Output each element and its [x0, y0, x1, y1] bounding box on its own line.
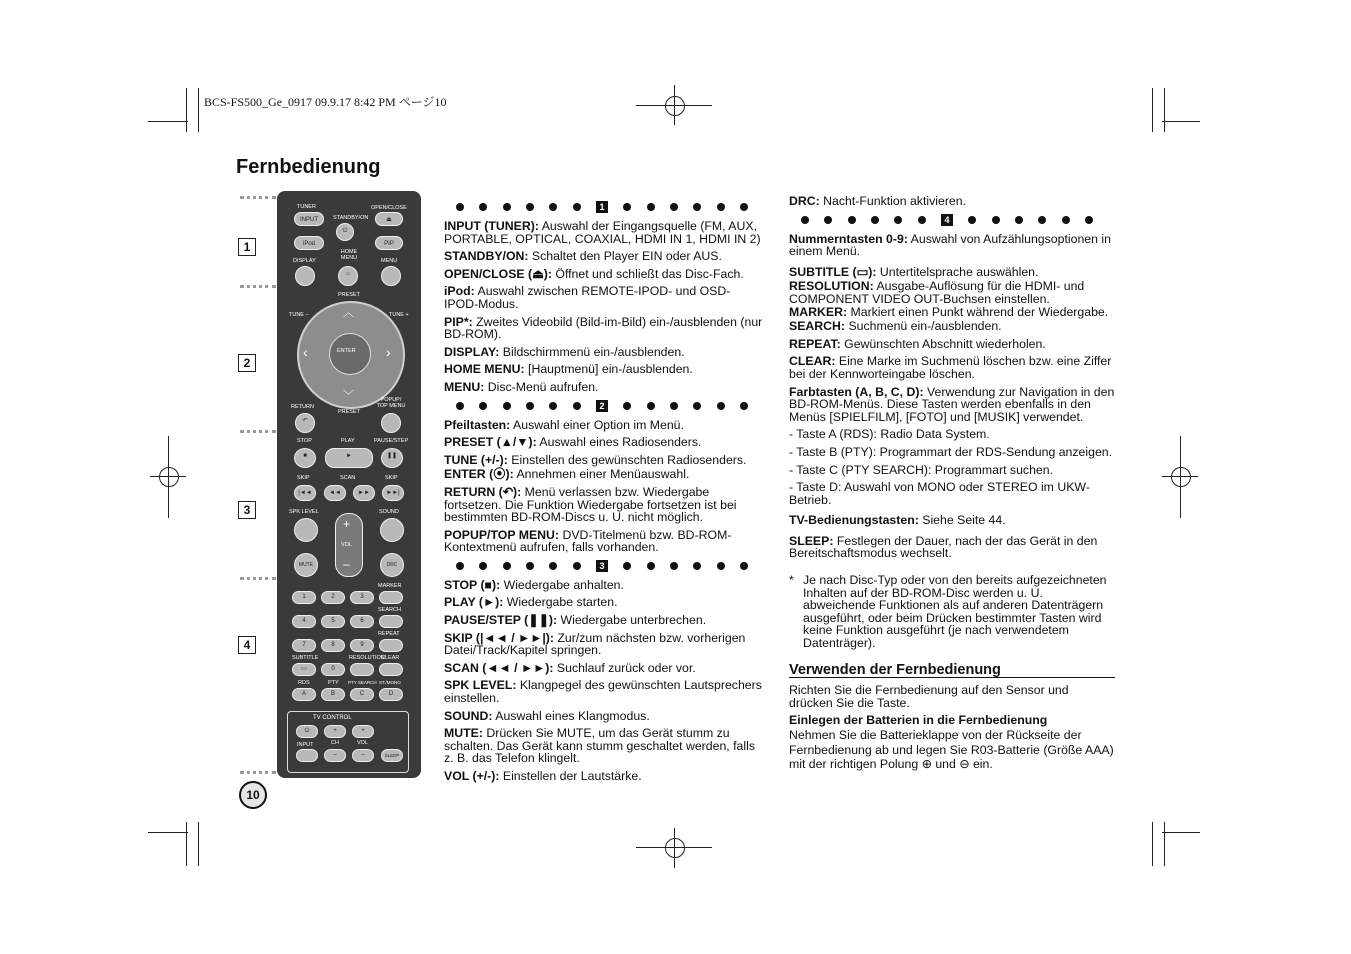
section-divider-4: [801, 213, 1093, 227]
label-clear: CLEAR: [381, 655, 400, 661]
color-key-b: B: [321, 688, 345, 701]
section-heading-usage: Verwenden der Fernbedienung: [789, 664, 1115, 679]
item-tv-keys: TV-Bedienungstasten: Siehe Seite 44.: [789, 513, 1006, 528]
item-play: PLAY (►): Wiedergabe starten.: [444, 595, 618, 610]
taste-a: - Taste A (RDS): Radio Data System.: [789, 427, 990, 442]
item-popup: POPUP/TOP MENU: DVD-Titelmenü bzw. BD-ROM-Kontextmenü aufrufen, falls vorhanden.: [444, 527, 732, 555]
search-button: [379, 615, 403, 628]
label-play: PLAY: [341, 438, 355, 444]
label-spk-level: SPK LEVEL: [289, 509, 319, 515]
taste-d: - Taste D: Auswahl von MONO oder STEREO im UKW-Betrieb.: [789, 480, 1090, 507]
section-divider-2: [456, 399, 748, 413]
label-resolution: RESOLUTION: [349, 655, 385, 661]
ch-minus-button: –: [324, 749, 346, 762]
item-numbers: Nummerntasten 0-9: Auswahl von Aufzählungsoptionen in einem Menü.: [789, 231, 1111, 259]
label-menu: MENU: [381, 258, 398, 264]
item-tune: TUNE (+/-): Einstellen des gewünschten Radiosenders.: [444, 452, 747, 467]
tv-vol-plus-button: +: [352, 725, 374, 738]
label-tv-input: INPUT: [297, 742, 314, 748]
standby-button: ⏻: [336, 223, 354, 241]
digit-1-button: 1: [292, 591, 316, 604]
scan-forward-button: ►►: [353, 485, 375, 501]
ipod-button: iPod: [294, 236, 324, 250]
home-menu-button: ⌂: [338, 266, 358, 286]
digit-4-button: 4: [292, 615, 316, 628]
ch-plus-button: +: [324, 725, 346, 738]
item-drc: DRC: Nacht-Funktion aktivieren.: [789, 194, 967, 208]
taste-c: - Taste C (PTY SEARCH): Programmart suchen.: [789, 462, 1054, 477]
item-enter: ENTER (⦿): Annehmen einer Menüauswahl.: [444, 467, 690, 482]
item-mute: MUTE: Drücken Sie MUTE, um das Gerät stumm zu schalten. Das Gerät kann stumm geschaltet werden, falls z. B. das Telefon klingelt.: [444, 726, 755, 766]
description-column-2: [789, 195, 1115, 777]
digit-8-button: 8: [321, 639, 345, 652]
footnote: * Je nach Disc-Typ oder von den bereits aufgezeichneten Inhalten auf der BD-ROM-Disc werden u. U. abweichende Funktionen als auf anderen Datenträgern ausgeführt, oder beim Drücken bestimmter Tasten wird keine Funktion ausgeführt (je nach verwendetem Datenträger).: [789, 573, 1107, 651]
label-open-close: OPEN/CLOSE: [371, 205, 407, 211]
tv-input-button: [296, 749, 318, 762]
section-marker-3: 3: [238, 501, 256, 519]
subtitle-button: ▭: [292, 663, 316, 676]
item-open-close: OPEN/CLOSE (⏏): Öffnet und schließt das Disc-Fach.: [444, 266, 744, 281]
battery-heading: Einlegen der Batterien in die Fernbedienung: [789, 713, 1048, 728]
item-preset: PRESET (▲/▼): Auswahl eines Radiosenders.: [444, 435, 702, 450]
label-pause: PAUSE/STEP: [374, 438, 409, 444]
item-arrows: Pfeiltasten: Auswahl einer Option im Menü.: [444, 417, 684, 432]
open-close-button: ⏏: [375, 212, 403, 226]
drc-button: DRC: [380, 553, 404, 577]
label-marker: MARKER: [378, 583, 402, 589]
play-button: ►: [325, 448, 373, 468]
sound-button: [380, 518, 404, 542]
label-enter: ENTER: [337, 348, 356, 354]
pip-button: PIP: [375, 236, 403, 250]
item-vol: VOL (+/-): Einstellen der Lautstärke.: [444, 769, 642, 783]
label-stop: STOP: [297, 438, 312, 444]
label-return: RETURN: [291, 404, 314, 410]
item-skip: SKIP (|◄◄ / ►►|): Zur/zum nächsten bzw. vorherigen Datei/Track/Kapitel springen.: [444, 630, 746, 658]
item-pip: PIP*: Zweites Videobild (Bild-im-Bild) ein-/ausblenden (nur BD-ROM).: [444, 314, 763, 342]
menu-button: [381, 266, 401, 286]
label-standby: STANDBY/ON: [333, 215, 369, 221]
label-preset-top: PRESET: [338, 292, 361, 298]
item-clear: CLEAR: Eine Marke im Suchmenü löschen bzw. eine Ziffer bei der Kennworteingabe löschen.: [789, 354, 1112, 381]
popup-button: [381, 413, 401, 433]
label-search: SEARCH: [378, 607, 401, 613]
label-tv-vol: VOL: [357, 740, 369, 746]
label-st-mono: ST./MONO: [379, 680, 401, 685]
digit-6-button: 6: [350, 615, 374, 628]
up-arrow-icon: ︿: [343, 307, 354, 319]
digit-9-button: 9: [350, 639, 374, 652]
usage-text: Richten Sie die Fernbedienung auf den Sensor und drücken Sie die Taste.: [789, 683, 1069, 710]
label-tune-minus: TUNE –: [289, 312, 309, 318]
print-header: BCS-FS500_Ge_0917 09.9.17 8:42 PM ページ10: [204, 95, 447, 109]
label-pty: PTY: [328, 680, 339, 686]
label-preset-bottom: PRESET: [338, 409, 361, 415]
label-repeat: REPEAT: [378, 631, 400, 637]
label-display: DISPLAY: [293, 258, 316, 264]
label-vol: VOL: [341, 542, 353, 548]
item-color-keys: Farbtasten (A, B, C, D): Verwendung zur Navigation in den BD-ROM-Menüs. Diese Tasten werden ebenfalls in den Menüs [SPIELFILM], [FOTO] und [MUSIK] verwendet.: [789, 384, 1115, 424]
label-skip-left: SKIP: [297, 475, 310, 481]
label-pty-search: PTY SEARCH: [348, 680, 377, 685]
enter-button: [329, 333, 371, 375]
skip-back-button: |◄◄: [294, 485, 316, 501]
down-arrow-icon: ﹀: [343, 390, 354, 402]
pause-button: ❚❚: [381, 448, 403, 468]
digit-7-button: 7: [292, 639, 316, 652]
label-popup: POPUP/ TOP MENU: [376, 397, 406, 409]
description-column-1: [444, 196, 764, 788]
item-search: SEARCH: Suchmenü ein-/ausblenden.: [789, 319, 1002, 334]
digit-0-button: 0: [321, 663, 345, 676]
color-key-d: D: [379, 688, 403, 701]
vol-plus-icon: +: [343, 517, 351, 531]
label-home-menu: HOME MENU: [340, 249, 358, 261]
section-marker-1: 1: [238, 238, 256, 256]
mute-button: MUTE: [294, 553, 318, 577]
item-return: RETURN (↶): Menü verlassen bzw. Wiedergabe fortsetzen. Die Funktion Wiedergabe fortsetzen ist bei bestimmten BD-ROM-Discs u. U. nicht möglich.: [444, 484, 737, 525]
item-sleep: SLEEP: Festlegen der Dauer, nach der das Gerät in den Bereitschaftsmodus wechselt.: [789, 533, 1098, 561]
label-subtitle: SUBTITLE: [292, 655, 319, 661]
color-key-a: A: [292, 688, 316, 701]
item-menu: MENU: Disc-Menü aufrufen.: [444, 379, 599, 394]
item-standby: STANDBY/ON: Schaltet den Player EIN oder AUS.: [444, 249, 722, 264]
digit-3-button: 3: [350, 591, 374, 604]
color-key-c: C: [350, 688, 374, 701]
label-ch: CH: [331, 740, 339, 746]
label-scan: SCAN: [340, 475, 356, 481]
item-home-menu: HOME MENU: [Hauptmenü] ein-/ausblenden.: [444, 362, 693, 377]
marker-button: [379, 591, 403, 604]
section-number-4: 4: [941, 214, 953, 226]
vol-minus-icon: –: [343, 557, 350, 571]
display-button: [295, 266, 315, 286]
item-pause: PAUSE/STEP (❚❚): Wiedergabe unterbrechen.: [444, 613, 707, 628]
clear-button: [379, 663, 403, 676]
section-divider-1: [456, 200, 748, 214]
label-tune-plus: TUNE +: [389, 312, 409, 318]
item-display: DISPLAY: Bildschirmmenü ein-/ausblenden.: [444, 344, 685, 359]
item-marker: MARKER: Markiert einen Punkt während der Wiedergabe.: [789, 304, 1109, 319]
repeat-button: [379, 639, 403, 652]
section-number-3: 3: [596, 560, 608, 572]
label-tuner: TUNER: [297, 204, 316, 210]
input-button: INPUT: [294, 212, 324, 226]
return-button: ↶: [295, 413, 315, 433]
sleep-button: SLEEP: [381, 749, 403, 762]
section-marker-4: 4: [238, 636, 256, 654]
section-marker-2: 2: [238, 354, 256, 372]
taste-b: - Taste B (PTY): Programmart der RDS-Sendung anzeigen.: [789, 444, 1113, 459]
section-divider-3: [456, 559, 748, 573]
tv-vol-minus-button: –: [352, 749, 374, 762]
item-stop: STOP (■): Wiedergabe anhalten.: [444, 577, 624, 592]
scan-back-button: ◄◄: [324, 485, 346, 501]
spk-level-button: [294, 518, 318, 542]
item-subtitle: SUBTITLE (▭): Untertitelsprache auswählen.: [789, 264, 1039, 279]
item-resolution: RESOLUTION: Ausgabe-Auflösung für die HDMI- und COMPONENT VIDEO OUT-Buchsen einstellen.: [789, 279, 1085, 306]
label-rds: RDS: [298, 680, 310, 686]
page-title: Fernbedienung: [236, 156, 381, 178]
item-spk-level: SPK LEVEL: Klangpegel des gewünschten Lautsprechers einstellen.: [444, 678, 762, 706]
tv-power-button: ⏻: [296, 725, 318, 738]
item-sound: SOUND: Auswahl eines Klangmodus.: [444, 708, 650, 723]
item-ipod: iPod: Auswahl zwischen REMOTE-IPOD- und OSD-IPOD-Modus.: [444, 284, 731, 311]
digit-2-button: 2: [321, 591, 345, 604]
page-number: 10: [239, 781, 267, 809]
label-sound: SOUND: [379, 509, 399, 515]
remote-control-illustration: [277, 191, 421, 778]
section-number-2: 2: [596, 400, 608, 412]
resolution-button: [350, 663, 374, 676]
stop-button: ■: [294, 448, 316, 468]
label-skip-right: SKIP: [385, 475, 398, 481]
label-tv-control: TV CONTROL: [313, 715, 352, 721]
item-scan: SCAN (◄◄ / ►►): Suchlauf zurück oder vor.: [444, 660, 696, 675]
right-arrow-icon: ›: [386, 344, 391, 360]
item-repeat: REPEAT: Gewünschten Abschnitt wiederholen.: [789, 336, 1046, 351]
skip-forward-button: ►►|: [382, 485, 404, 501]
digit-5-button: 5: [321, 615, 345, 628]
battery-text: Nehmen Sie die Batterieklappe von der Rückseite der Fernbedienung ab und legen Sie R03-Batterie (Größe AAA) mit der richtigen Polung ⊕ und ⊖ ein.: [789, 728, 1114, 771]
left-arrow-icon: ‹: [303, 344, 308, 360]
section-number-1: 1: [596, 201, 608, 213]
item-input: INPUT (TUNER): Auswahl der Eingangsquelle (FM, AUX, PORTABLE, OPTICAL, COAXIAL, HDMI IN 1, HDMI IN 2): [444, 219, 761, 246]
